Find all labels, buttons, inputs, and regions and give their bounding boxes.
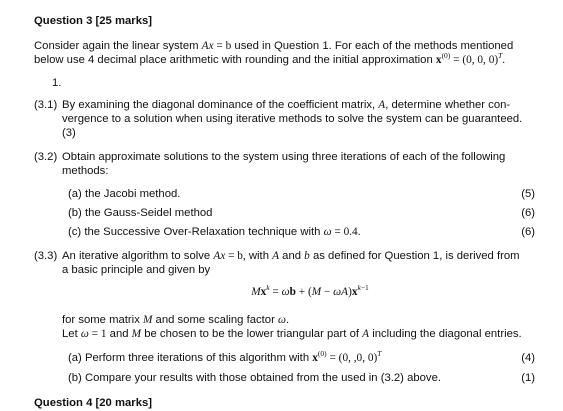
item-text: the Jacobi method. <box>84 188 181 200</box>
part-3-2-item-c <box>68 225 361 240</box>
part-3-2-label: (3.2) <box>34 151 58 163</box>
text: for some matrix <box>62 314 140 326</box>
item-text: the Gauss-Seidel method <box>84 207 213 219</box>
x0-math: $x^{(0)} = (0$, ,0, 0)$^T$ <box>312 349 382 364</box>
omega-math: ω = 0.4. <box>323 226 361 238</box>
item-label: (b) <box>68 372 82 384</box>
intro-text-c: below use 4 decimal place arithmetic with rounding and the initial approximation <box>34 54 433 66</box>
item-text: Compare your results with those obtained from the used in (3.2) above. <box>84 372 441 384</box>
part-3-3-item-b-marks: (1) <box>521 372 535 384</box>
part-3-2-item-b <box>68 206 212 221</box>
part-3-1-label: (3.1) <box>34 99 58 111</box>
part-3-3-item-b <box>68 371 441 386</box>
intro-math-x0: $x^{(0)} = (0$, 0, 0)$^T$. <box>435 51 506 66</box>
part-3-2-line-1: Obtain approximate solutions to the system using three iterations of each of the following <box>62 151 506 163</box>
text: and some scaling factor <box>155 314 275 326</box>
iteration-equation: $Mx^k = \omega b + (M - \omega A)x^{k-1}$ <box>251 283 369 298</box>
part-3-3-after-line-1: for some matrix M and some scaling factor ω. <box>62 314 290 326</box>
intro-line-1: Consider again the linear system Ax = b used in Question 1. For each of the methods mentioned <box>34 40 514 52</box>
part-3-2-line-2: methods: <box>62 165 109 177</box>
next-question-title-cut: Question 4 [20 marks] <box>34 397 153 409</box>
item-text: Perform three iterations of this algorithm with <box>84 352 310 364</box>
text: including the diagonal entries. <box>372 328 522 340</box>
item-label: (a) <box>68 352 82 364</box>
item-label: (b) <box>68 207 82 219</box>
item-label: (a) <box>68 188 82 200</box>
intro-text-b: used in Question 1. For each of the methods mentioned <box>234 40 514 52</box>
part-3-3-item-a <box>68 351 381 366</box>
text: and <box>282 250 302 262</box>
item-label: (c) <box>68 226 82 238</box>
text: An iterative algorithm to solve <box>62 250 211 262</box>
part-3-1-line-2: vergence to a solution when using iterative methods to solve the system can be guaranteed. <box>62 113 523 125</box>
part-3-3-label: (3.3) <box>34 250 58 262</box>
text: be chosen to be the lower triangular part of <box>144 328 359 340</box>
item-text: the Successive Over-Relaxation technique with <box>84 226 321 238</box>
intro-math-axb: Ax <box>201 40 214 52</box>
part-3-3-item-a-marks: (4) <box>521 352 535 364</box>
stray-item-number: 1. <box>52 77 62 89</box>
part-3-2-item-c-marks: (6) <box>521 226 535 238</box>
part-3-3-line-2: a basic principle and given by <box>62 264 211 276</box>
text: with <box>248 250 269 262</box>
part-3-1-marks: (3) <box>62 127 76 139</box>
part-3-2-item-b-marks: (6) <box>521 207 535 219</box>
text: Let <box>62 328 78 340</box>
text: and <box>109 328 129 340</box>
intro-text-a: Consider again the linear system <box>34 40 199 52</box>
question-title: Question 3 [25 marks] <box>34 15 153 27</box>
part-3-2-item-a-marks: (5) <box>521 188 535 200</box>
intro-line-2 <box>34 53 549 68</box>
part-3-2-item-a <box>68 187 180 202</box>
part-3-1-line-1: By examining the diagonal dominance of the coefficient matrix, A, determine whether con- <box>62 99 511 111</box>
text: as defined for Question 1, is derived from <box>312 250 520 262</box>
part-3-3-line-1: An iterative algorithm to solve Ax = b, with A and b as defined for Question 1, is derived from <box>62 250 520 262</box>
part-3-3-after-line-2: Let ω = 1 and M be chosen to be the lower triangular part of A including the diagonal entries. <box>62 328 522 340</box>
